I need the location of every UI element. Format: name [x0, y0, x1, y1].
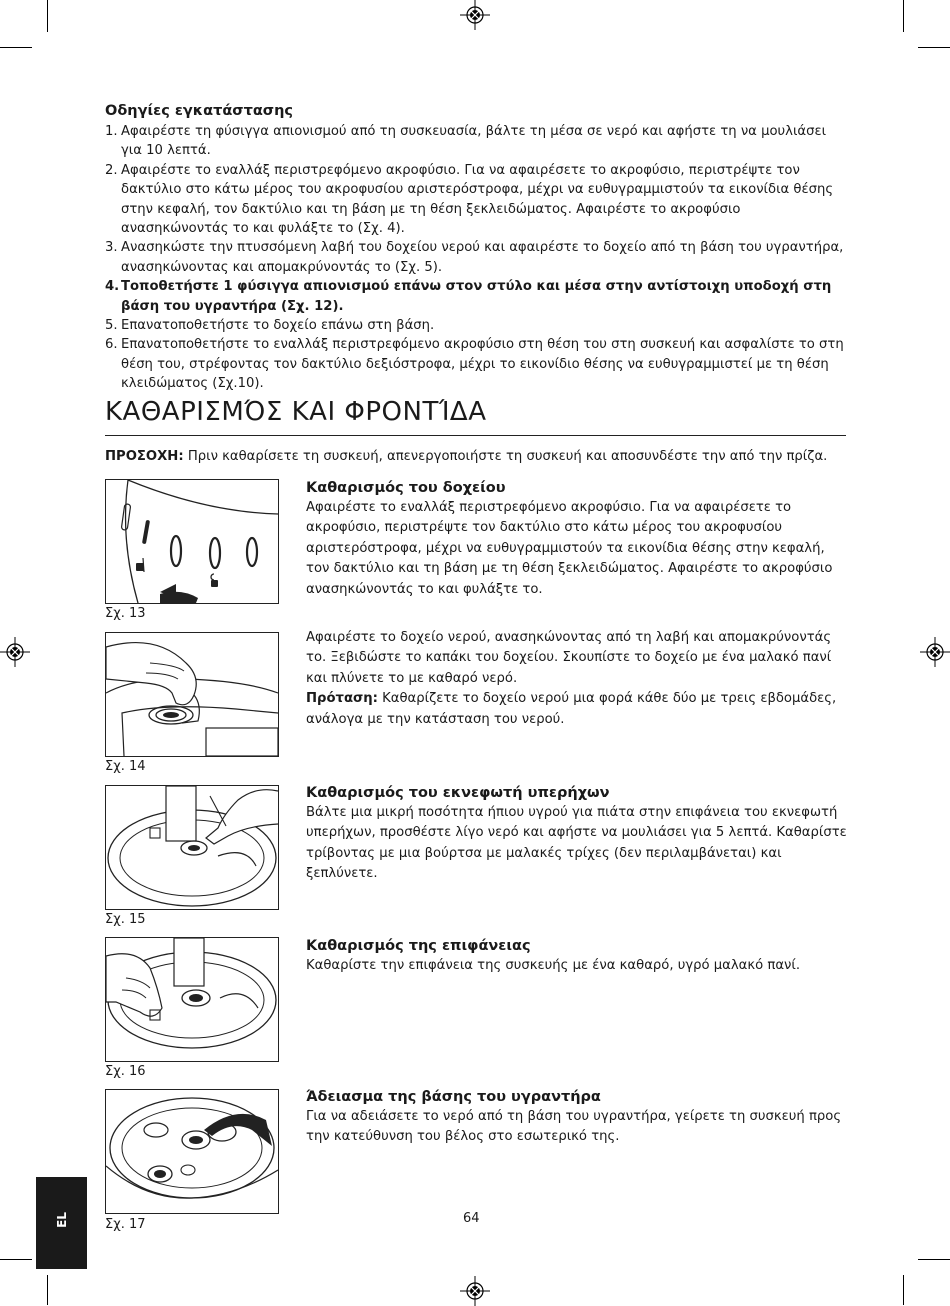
figure-14-illustration [105, 632, 279, 757]
figure-17-illustration [105, 1089, 279, 1214]
section-title: ΚΑΘΑΡΙΣΜΌΣ ΚΑΙ ΦΡΟΝΤΊΔΑ [105, 397, 487, 427]
crop-mark [903, 1275, 904, 1305]
figure-15-illustration [105, 785, 279, 910]
figure-13-illustration [105, 479, 279, 604]
block-text: Καθαρίστε την επιφάνεια της συσκευής με ένα καθαρό, υγρό μαλακό πανί. [306, 958, 801, 973]
block-heading: Καθαρισμός της επιφάνειας [306, 938, 531, 954]
surface-cleaning-block [306, 936, 848, 976]
tip-text: Πρόταση: Καθαρίζετε το δοχείο νερού μια φορά κάθε δύο με τρεις εβδομάδες, ανάλογα με την κατάσταση του νερού. [306, 691, 837, 727]
block-text: Αφαιρέστε το δοχείο νερού, ανασηκώνοντας από τη λαβή και απομακρύνοντάς το. Ξεβιδώστε το καπάκι του δοχείου. Σκουπίστε το δοχείο με ένα μαλακό πανί και πλύνετε το με καθαρό νερό. [306, 630, 832, 686]
language-label: EL [54, 1212, 69, 1228]
figure-caption: Σχ. 14 [105, 759, 146, 774]
language-tab [36, 1177, 87, 1269]
registration-mark-icon [460, 0, 490, 30]
page-number: 64 [463, 1211, 480, 1226]
block-heading: Άδειασμα της βάσης του υγραντήρα [306, 1089, 601, 1105]
list-item: 2. Αφαιρέστε το εναλλάξ περιστρεφόμενο ακροφύσιο. Για να αφαιρέσετε το ακροφύσιο, περιστρέψτε τον δακτύλιο στο κάτω μέρος του ακροφυσίου αριστερόστροφα, μέχρι να ευθυγραμμιστούν τα εικονίδια θέσης στην κεφαλή, τον δακτύλιο και τη βάση με τη θέση ξεκλειδώματος. Αφαιρέστε το ακροφύσιο ανασηκώνοντάς το και φυλάξτε το (Σχ. 4). [105, 162, 834, 237]
registration-mark-icon [460, 1276, 490, 1306]
base-emptying-block [306, 1087, 848, 1148]
crop-mark [0, 1259, 32, 1260]
block-text: Βάλτε μια μικρή ποσότητα ήπιου υγρού για πιάτα στην επιφάνεια του εκνεφωτή υπερήχων, προσθέστε λίγο νερό και αφήστε να μουλιάσει για 5 λεπτά. Καθαρίστε τρίβοντας με μια βούρτσα με μαλακές τρίχες (δεν περιλαμβάνεται) και ξεπλύνετε. [306, 805, 847, 882]
figure-16-illustration [105, 937, 279, 1062]
crop-mark [47, 0, 48, 32]
crop-mark [0, 47, 32, 48]
list-item: 5. Επανατοποθετήστε το δοχείο επάνω στη βάση. [105, 318, 435, 334]
crop-mark [918, 47, 950, 48]
registration-mark-icon [0, 637, 30, 667]
block-heading: Καθαρισμός του εκνεφωτή υπερήχων [306, 785, 610, 801]
list-item: 4. Τοποθετήστε 1 φύσιγγα απιονισμού επάνω στον στύλο και μέσα στην αντίστοιχη υποδοχή στη βάση του υγραντήρα (Σχ. 12). [105, 279, 832, 314]
figure-caption: Σχ. 16 [105, 1064, 146, 1079]
figure-caption: Σχ. 15 [105, 912, 146, 927]
registration-mark-icon [920, 637, 950, 667]
crop-mark [918, 1259, 950, 1260]
install-steps [105, 122, 847, 394]
install-title: Οδηγίες εγκατάστασης [105, 103, 293, 119]
warning-text: ΠΡΟΣΟΧΗ: Πριν καθαρίσετε τη συσκευή, απενεργοποιήστε τη συσκευή και αποσυνδέστε την από την πρίζα. [105, 449, 828, 464]
block-text: Αφαιρέστε το εναλλάξ περιστρεφόμενο ακροφύσιο. Για να αφαιρέσετε το ακροφύσιο, περιστρέψτε τον δακτύλιο στο κάτω μέρος του ακροφυσίου αριστερόστροφα, μέχρι να ευθυγραμμιστούν τα εικονίδια θέσης στην κεφαλή, τον δακτύλιο και τη βάση με τη θέση ξεκλειδώματος. Αφαιρέστε το ακροφύσιο ανασηκώνοντάς το και φυλάξτε το. [306, 500, 833, 597]
tip-label: Πρόταση: [306, 691, 378, 707]
nebulizer-cleaning-block [306, 783, 848, 885]
tank-cleaning-block-2 [306, 628, 848, 730]
figure-caption: Σχ. 13 [105, 606, 146, 621]
figure-caption: Σχ. 17 [105, 1217, 146, 1232]
warning-label: ΠΡΟΣΟΧΗ: [105, 449, 184, 464]
divider [105, 435, 846, 436]
block-heading: Καθαρισμός του δοχείου [306, 480, 506, 496]
crop-mark [47, 1275, 48, 1305]
list-item: 6. Επανατοποθετήστε το εναλλάξ περιστρεφόμενο ακροφύσιο στη θέση του στη συσκευή και ασφαλίστε το στη θέση του, στρέφοντας τον δακτύλιο δεξιόστροφα, μέχρι το εικονίδιο θέσης να ευθυγραμμιστεί με τη θέση κλειδώματος (Σχ.10). [105, 337, 844, 392]
list-item: 1. Αφαιρέστε τη φύσιγγα απιονισμού από τη συσκευασία, βάλτε τη μέσα σε νερό και αφήστε τη να μουλιάσει για 10 λεπτά. [105, 124, 827, 159]
list-item: 3. Ανασηκώστε την πτυσσόμενη λαβή του δοχείου νερού και αφαιρέστε το δοχείο από τη βάση του υγραντήρα, ανασηκώνοντας και απομακρύνοντάς το (Σχ. 5). [105, 240, 844, 275]
crop-mark [903, 0, 904, 32]
tank-cleaning-block [306, 478, 848, 600]
block-text: Για να αδειάσετε το νερό από τη βάση του υγραντήρα, γείρετε τη συσκευή προς την κατεύθυνση του βέλος στο εσωτερικό της. [306, 1109, 842, 1145]
